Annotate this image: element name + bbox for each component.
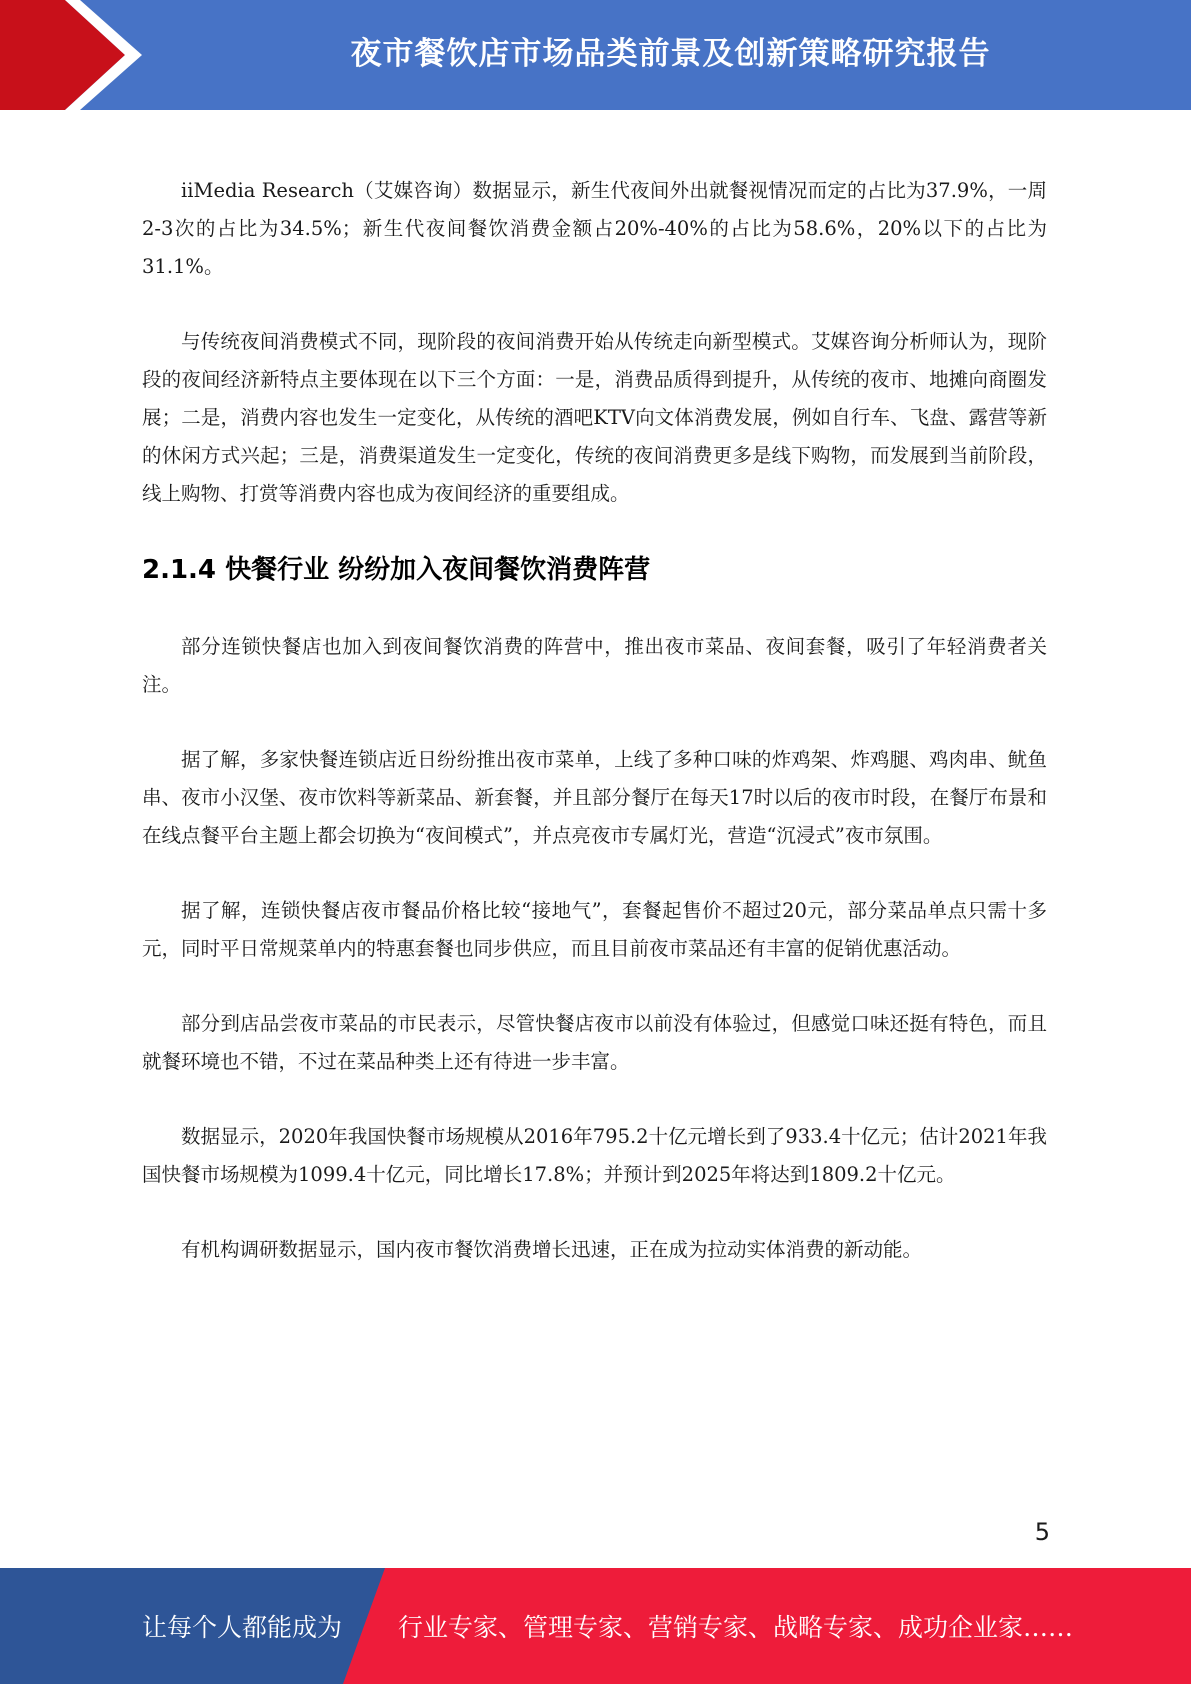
body-paragraph-6: 部分到店品尝夜市菜品的市民表示，尽管快餐店夜市以前没有体验过，但感觉口味还挺有特色，而且就餐环境也不错，不过在菜品种类上还有待进一步丰富。 <box>142 1012 1047 1073</box>
page-footer <box>0 1568 1191 1684</box>
page-header <box>0 0 1191 110</box>
body-paragraph-4: 据了解，多家快餐连锁店近日纷纷推出夜市菜单，上线了多种口味的炸鸡架、炸鸡腿、鸡肉串、鱿鱼串、夜市小汉堡、夜市饮料等新菜品、新套餐，并且部分餐厅在每天17时以后的夜市时段，在餐厅布景和在线点餐平台主题上都会切换为“夜间模式”，并点亮夜市专属灯光，营造“沉浸式”夜市氛围。 <box>142 748 1047 847</box>
body-paragraph-3: 部分连锁快餐店也加入到夜间餐饮消费的阵营中，推出夜市菜品、夜间套餐，吸引了年轻消费者关注。 <box>142 635 1047 696</box>
section-heading: 2.1.4 快餐行业 纷纷加入夜间餐饮消费阵营 <box>142 555 651 585</box>
body-paragraph-7: 数据显示，2020年我国快餐市场规模从2016年795.2十亿元增长到了933.4十亿元；估计2021年我国快餐市场规模为1099.4十亿元，同比增长17.8%；并预计到2025年将达到1809.2十亿元。 <box>142 1125 1047 1186</box>
document-body <box>142 172 1047 1306</box>
body-paragraph-8: 有机构调研数据显示，国内夜市餐饮消费增长迅速，正在成为拉动实体消费的新动能。 <box>181 1238 923 1261</box>
body-paragraph-2: 与传统夜间消费模式不同，现阶段的夜间消费开始从传统走向新型模式。艾媒咨询分析师认为，现阶段的夜间经济新特点主要体现在以下三个方面：一是，消费品质得到提升，从传统的夜市、地摊向商圈发展；二是，消费内容也发生一定变化，从传统的酒吧KTV向文体消费发展，例如自行车、飞盘、露营等新的休闲方式兴起；三是，消费渠道发生一定变化，传统的夜间消费更多是线下购物，而发展到当前阶段，线上购物、打赏等消费内容也成为夜间经济的重要组成。 <box>142 330 1047 505</box>
footer-slogan-left: 让每个人都能成为 <box>142 1613 343 1642</box>
body-paragraph-5: 据了解，连锁快餐店夜市餐品价格比较“接地气”，套餐起售价不超过20元，部分菜品单点只需十多元，同时平日常规菜单内的特惠套餐也同步供应，而且目前夜市菜品还有丰富的促销优惠活动。 <box>142 899 1047 960</box>
footer-slogan-right: 行业专家、管理专家、营销专家、战略专家、成功企业家…… <box>398 1613 1074 1642</box>
page-number: 5 <box>1034 1518 1050 1546</box>
body-paragraph-1: iiMedia Research（艾媒咨询）数据显示，新生代夜间外出就餐视情况而定的占比为37.9%，一周2-3次的占比为34.5%；新生代夜间餐饮消费金额占20%-40%的占比为58.6%，20%以下的占比为31.1%。 <box>142 179 1047 278</box>
report-title: 夜市餐饮店市场品类前景及创新策略研究报告 <box>350 35 991 72</box>
